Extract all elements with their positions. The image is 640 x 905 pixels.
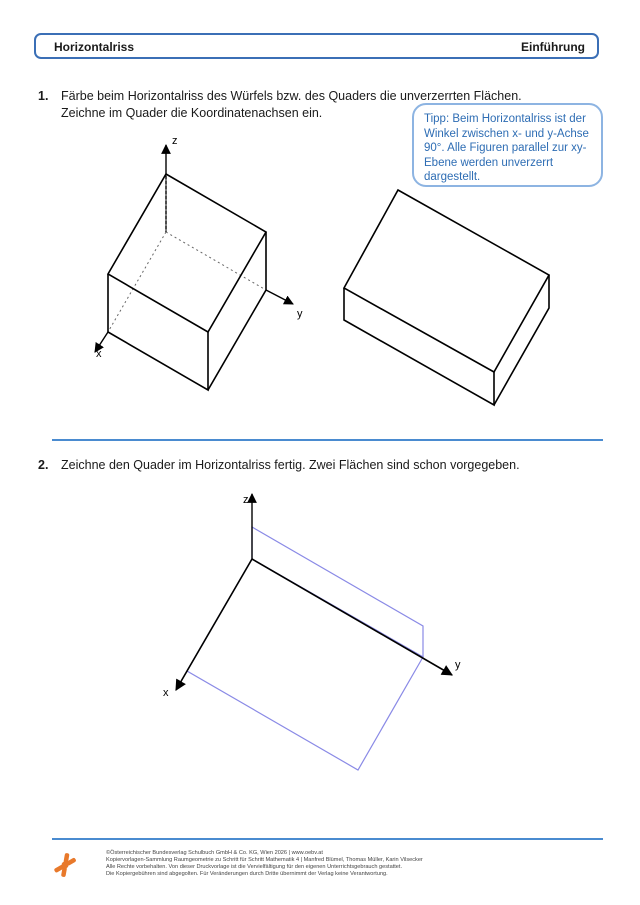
given-side-face xyxy=(252,527,423,657)
cube-hidden-edges xyxy=(108,174,266,332)
tip-box: Tipp: Beim Horizontalriss ist der Winkel zwischen x- und y-Achse 90°. Alle Figuren parallel zur xy-Ebene werden unverzerrt dargestellt. xyxy=(412,103,603,187)
cuboid-front-face xyxy=(344,288,494,405)
cube-front-face xyxy=(108,274,208,390)
cuboid-top-face xyxy=(344,190,549,372)
task2-text: Zeichne den Quader im Horizontalriss fertig. Zwei Flächen sind schon vorgegeben. xyxy=(61,458,520,472)
cuboid-side-face xyxy=(494,275,549,405)
cube-side-face xyxy=(208,232,266,390)
cube-y-axis xyxy=(266,290,293,304)
section-divider xyxy=(52,439,603,441)
footer-divider xyxy=(52,838,603,840)
task2-x-axis xyxy=(176,559,252,690)
footer-text xyxy=(106,850,423,878)
footer-rights: Alle Rechte vorbehalten. Von dieser Druckvorlage ist die Vervielfältigung für den eigenen Unterrichtsgebrauch gestattet. xyxy=(106,864,403,870)
task2-number: 2. xyxy=(38,458,49,472)
task2-z-label: z xyxy=(243,494,249,506)
publisher-logo-icon xyxy=(52,852,78,878)
footer-fees: Die Kopiergebühren sind abgegolten. Für Veränderungen durch Dritte übernimmt der Verlag keine Verantwortung. xyxy=(106,871,388,877)
footer-series: Kopiervorlagen-Sammlung Raumgeometrie zu Schritt für Schritt Mathematik 4 | Manfred Blümel, Thomas Müller, Karin Vilsecker xyxy=(106,857,423,863)
cuboid-figure xyxy=(344,190,549,405)
task2-figure xyxy=(176,494,452,770)
task2-y-label: y xyxy=(455,659,461,671)
cube-y-label: y xyxy=(297,308,303,320)
cube-x-label: x xyxy=(96,348,102,360)
task1-line2: Zeichne im Quader die Koordinatenachsen ein. xyxy=(61,106,323,120)
task2-y-axis xyxy=(252,559,452,675)
header-title: Horizontalriss xyxy=(54,40,135,54)
header-section: Einführung xyxy=(521,40,585,54)
task2-x-label: x xyxy=(163,687,169,699)
task1-number: 1. xyxy=(38,89,49,103)
footer-copyright: ©Österreichischer Bundesverlag Schulbuch GmbH & Co. KG, Wien 2026 | www.oebv.at xyxy=(106,850,323,856)
cube-z-label: z xyxy=(172,135,178,147)
cube-figure xyxy=(95,145,293,390)
task1-line1: Färbe beim Horizontalriss des Würfels bzw. des Quaders die unverzerrten Flächen. xyxy=(61,89,522,103)
cube-top-face xyxy=(108,174,266,332)
